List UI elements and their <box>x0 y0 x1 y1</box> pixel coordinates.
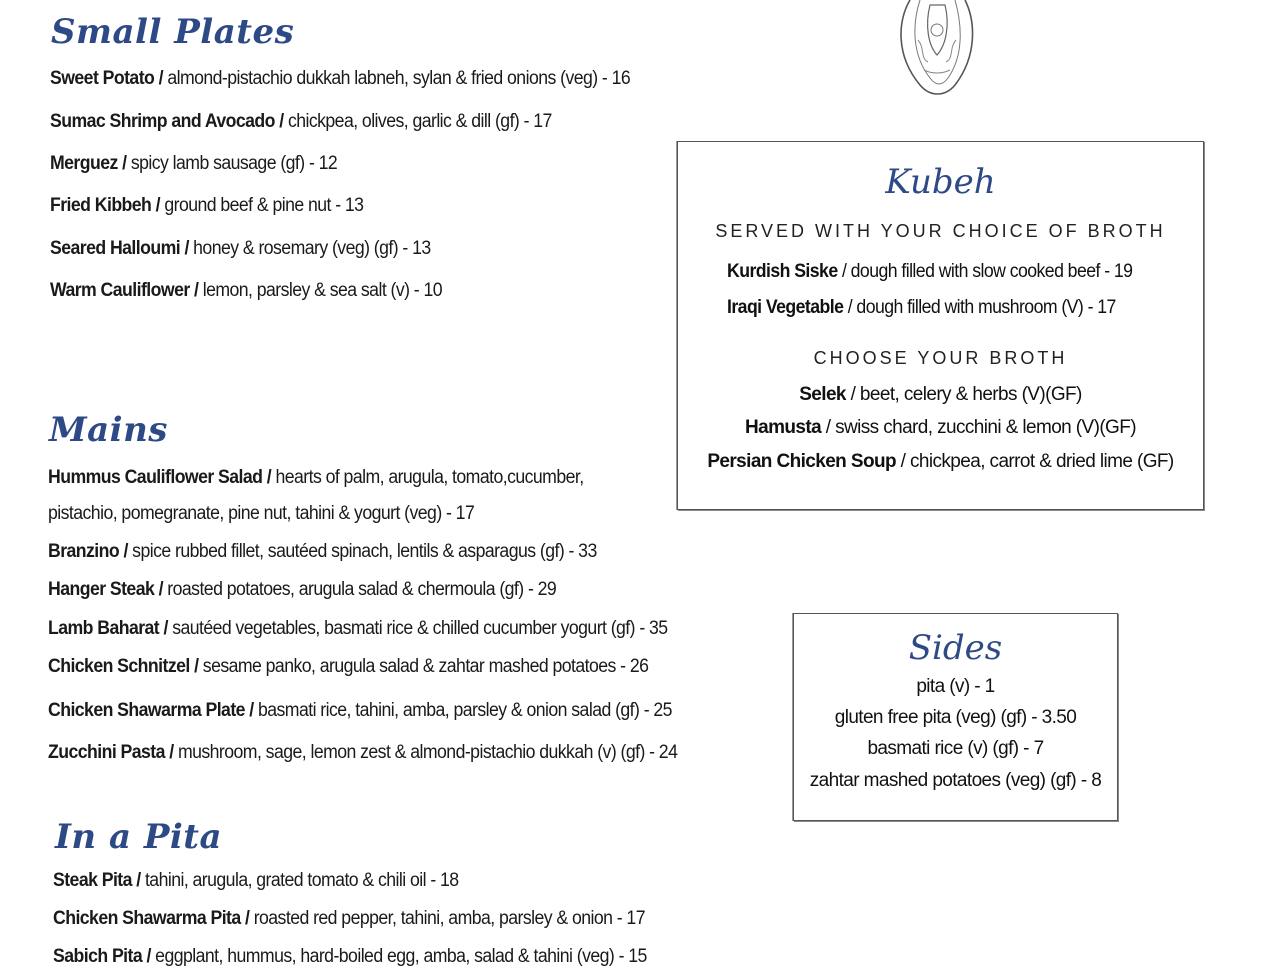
ornament-illustration <box>890 0 985 100</box>
small-plates-heading: Small Plates <box>51 12 295 52</box>
menu-item: Chicken Shawarma Pita / roasted red pepper, tahini, amba, parsley & onion - 17 <box>53 908 645 929</box>
menu-item: Steak Pita / tahini, arugula, grated tomato & chili oil - 18 <box>53 870 459 891</box>
menu-item: Hanger Steak / roasted potatoes, arugula salad & chermoula (gf) - 29 <box>48 579 557 600</box>
side-item: zahtar mashed potatoes (veg) (gf) - 8 <box>809 770 1102 791</box>
in-a-pita-heading: In a Pita <box>55 817 223 857</box>
menu-item: Fried Kibbeh / ground beef & pine nut - 13 <box>50 195 364 216</box>
kubeh-item: Kurdish Siske / dough filled with slow cooked beef - 19 <box>727 261 1133 282</box>
broth-item: Hamusta / swiss chard, zucchini & lemon (V)(GF) <box>745 417 1136 438</box>
menu-item: Warm Cauliflower / lemon, parsley & sea salt (v) - 10 <box>50 280 443 301</box>
kubeh-box <box>677 141 1204 510</box>
broth-item: Persian Chicken Soup / chickpea, carrot & dried lime (GF) <box>707 451 1174 472</box>
menu-item: Zucchini Pasta / mushroom, sage, lemon zest & almond-pistachio dukkah (v) (gf) - 24 <box>48 742 678 763</box>
menu-item: Sumac Shrimp and Avocado / chickpea, olives, garlic & dill (gf) - 17 <box>50 111 552 132</box>
menu-item: Chicken Schnitzel / sesame panko, arugula salad & zahtar mashed potatoes - 26 <box>48 656 649 677</box>
sides-heading: Sides <box>908 628 1003 668</box>
menu-item: Branzino / spice rubbed fillet, sautéed spinach, lentils & asparagus (gf) - 33 <box>48 541 597 562</box>
broth-heading: CHOOSE YOUR BROTH <box>813 348 1068 368</box>
menu-item: Hummus Cauliflower Salad / hearts of palm, arugula, tomato,cucumber, <box>48 467 584 488</box>
menu-item: Lamb Baharat / sautéed vegetables, basmati rice & chilled cucumber yogurt (gf) - 35 <box>48 618 668 639</box>
broth-item: Selek / beet, celery & herbs (V)(GF) <box>799 384 1082 405</box>
menu-item: Merguez / spicy lamb sausage (gf) - 12 <box>50 153 338 174</box>
sides-box <box>793 613 1118 821</box>
menu-item-continued: pistachio, pomegranate, pine nut, tahini & yogurt (veg) - 17 <box>48 503 475 524</box>
menu-item: Seared Halloumi / honey & rosemary (veg) (gf) - 13 <box>50 238 431 259</box>
side-item: basmati rice (v) (gf) - 7 <box>867 738 1044 759</box>
menu-item: Sweet Potato / almond-pistachio dukkah labneh, sylan & fried onions (veg) - 16 <box>50 68 631 89</box>
kubeh-subtitle: SERVED WITH YOUR CHOICE OF BROTH <box>715 221 1166 241</box>
kubeh-heading: Kubeh <box>885 162 996 202</box>
side-item: gluten free pita (veg) (gf) - 3.50 <box>834 707 1077 728</box>
menu-item: Sabich Pita / eggplant, hummus, hard-boiled egg, amba, salad & tahini (veg) - 15 <box>53 946 647 967</box>
kubeh-item: Iraqi Vegetable / dough filled with mushroom (V) - 17 <box>727 297 1116 318</box>
side-item: pita (v) - 1 <box>916 676 995 697</box>
mains-heading: Mains <box>49 410 168 450</box>
menu-item: Chicken Shawarma Plate / basmati rice, tahini, amba, parsley & onion salad (gf) - 25 <box>48 700 672 721</box>
